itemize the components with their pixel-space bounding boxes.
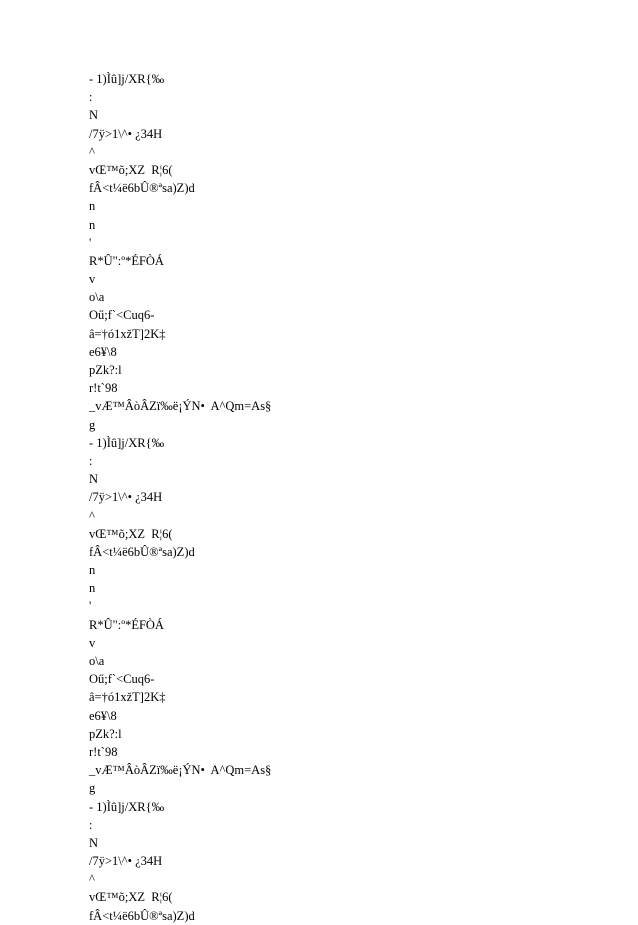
text-line: R*Û":º*ÉFÒÁ <box>89 617 164 632</box>
text-line: n <box>89 563 96 578</box>
text-line: o\a <box>89 290 105 305</box>
text-line: N <box>89 108 99 123</box>
text-line: /7ÿ>1\^• ¿34H <box>89 490 163 505</box>
text-line: N <box>89 835 99 850</box>
text-line: - 1)Ìû]j/XR{‰ <box>89 799 165 814</box>
text-line: ^ <box>89 144 95 159</box>
text-line: g <box>89 417 96 432</box>
text-line: v <box>89 272 96 287</box>
text-line: â=†ó1xžT]2K‡ <box>89 690 166 705</box>
text-line: r!t`98 <box>89 381 118 396</box>
text-line: e6¥\8 <box>89 344 117 359</box>
text-line: ' <box>89 235 92 250</box>
text-line: n <box>89 581 96 596</box>
text-line: g <box>89 781 96 796</box>
text-line: v <box>89 635 96 650</box>
text-line: n <box>89 217 96 232</box>
text-line: ^ <box>89 872 95 887</box>
text-line: _vÆ™ÂòÂZï‰ë¡ÝN• A^Qm=As§ <box>89 399 272 414</box>
text-line: e6¥\8 <box>89 708 117 723</box>
text-line: o\a <box>89 654 105 668</box>
text-line: pZk?:l <box>89 363 122 377</box>
text-line: vŒ™õ;XZ R¦6( <box>89 890 173 905</box>
text-line: /7ÿ>1\^• ¿34H <box>89 126 163 141</box>
text-line: : <box>89 817 93 832</box>
text-line: ' <box>89 599 92 614</box>
text-line: R*Û":º*ÉFÒÁ <box>89 253 164 268</box>
text-line: Oű;f`<Cuq6- <box>89 308 155 323</box>
text-line: fÂ<t¼ë6bÛ®ªsa)Z)d <box>89 544 195 559</box>
text-line: : <box>89 453 93 468</box>
text-line: N <box>89 472 99 487</box>
text-line: ^ <box>89 508 95 523</box>
text-line: - 1)Ìû]j/XR{‰ <box>89 435 165 450</box>
text-line: r!t`98 <box>89 744 118 759</box>
text-line: fÂ<t¼ë6bÛ®ªsa)Z)d <box>89 181 195 196</box>
text-line: Oű;f`<Cuq6- <box>89 672 155 687</box>
text-line: vŒ™õ;XZ R¦6( <box>89 162 173 177</box>
text-line: - 1)Ìû]j/XR{‰ <box>89 72 165 86</box>
text-line: _vÆ™ÂòÂZï‰ë¡ÝN• A^Qm=As§ <box>89 763 272 778</box>
text-line: n <box>89 199 96 214</box>
text-line: vŒ™õ;XZ R¦6( <box>89 526 173 541</box>
text-line: fÂ<t¼ë6bÛ®ªsa)Z)d <box>89 908 195 923</box>
text-line: pZk?:l <box>89 726 122 741</box>
text-line: â=†ó1xžT]2K‡ <box>89 326 166 341</box>
text-line: /7ÿ>1\^• ¿34H <box>89 854 163 869</box>
text-line: : <box>89 90 93 105</box>
document-text-block <box>89 70 589 925</box>
